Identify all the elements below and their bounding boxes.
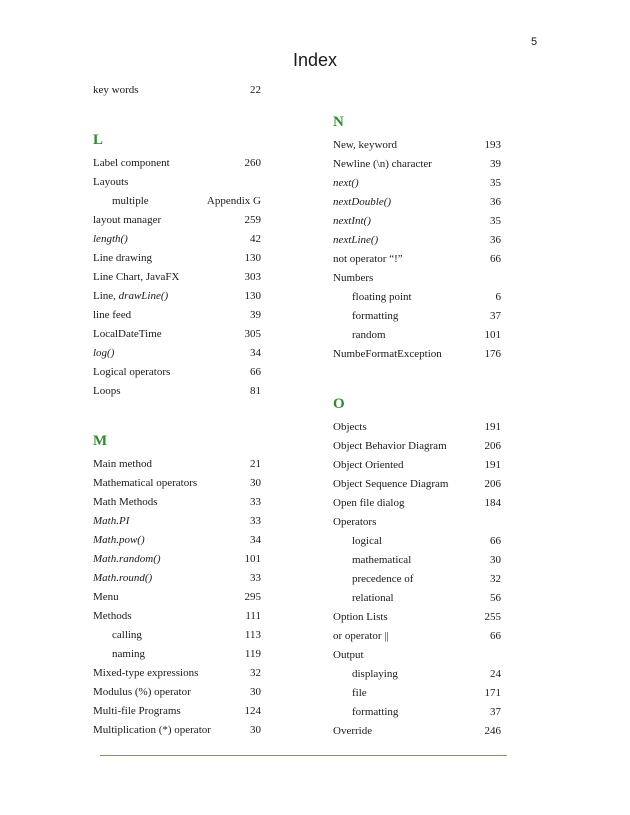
index-term: Methods (93, 610, 132, 622)
index-page-ref: 191 (484, 421, 501, 433)
index-page-ref: 39 (490, 158, 501, 170)
index-page-ref: 22 (250, 84, 261, 96)
index-term: nextDouble() (333, 196, 392, 208)
index-term: Mixed-type expressions (93, 667, 199, 679)
index-term: file (352, 687, 367, 699)
index-page-ref: 303 (244, 271, 261, 283)
index-term: Mathematical operators (93, 477, 198, 489)
index-term: precedence of (352, 573, 414, 585)
index-entry (93, 702, 261, 721)
index-entry (333, 494, 501, 513)
index-page-ref: 130 (244, 290, 261, 302)
index-entry (333, 532, 501, 551)
index-entry (93, 81, 261, 100)
index-entry (333, 136, 501, 155)
index-term: New, keyword (333, 139, 398, 151)
index-page-ref: 32 (490, 573, 501, 585)
section-heading-l: L (93, 132, 104, 148)
index-entry (93, 268, 261, 287)
index-entry (333, 684, 501, 703)
index-entry (333, 475, 501, 494)
index-term: mathematical (352, 554, 412, 566)
index-entry (93, 344, 261, 363)
index-page-ref: 305 (244, 328, 261, 340)
index-term: Math.round() (93, 572, 153, 584)
index-entry (93, 569, 261, 588)
index-entry (333, 250, 501, 269)
index-term: Menu (93, 591, 119, 603)
index-term: next() (333, 177, 359, 189)
index-term: Math.PI (93, 515, 130, 527)
index-page-ref: 37 (490, 310, 501, 322)
index-page-ref: 206 (484, 440, 501, 452)
index-entry (333, 155, 501, 174)
index-page-ref: 33 (250, 572, 261, 584)
index-page-ref: 119 (244, 648, 261, 660)
index-term: Logical operators (93, 366, 171, 378)
page-title: Index (292, 50, 338, 70)
index-page-ref: 34 (250, 534, 261, 546)
index-entry (93, 306, 261, 325)
section-gap (93, 100, 261, 127)
index-entry (333, 589, 501, 608)
index-term: key words (93, 84, 139, 96)
index-term: Open file dialog (333, 497, 405, 509)
section-heading-o: O (333, 396, 345, 412)
index-entry (93, 382, 261, 401)
index-page-ref: 113 (244, 629, 261, 641)
page-number: 5 (531, 36, 538, 48)
index-left-column (93, 81, 261, 740)
index-page-ref: 81 (250, 385, 261, 397)
index-term: Object Sequence Diagram (333, 478, 449, 490)
index-term: naming (112, 648, 145, 660)
index-term: logical (352, 535, 382, 547)
index-page-ref: 37 (490, 706, 501, 718)
index-term: Layouts (93, 176, 129, 188)
index-term: or operator || (333, 630, 389, 642)
index-term (93, 287, 168, 306)
index-entry (93, 493, 261, 512)
index-entry (333, 288, 501, 307)
index-term: LocalDateTime (93, 328, 162, 340)
index-term: displaying (352, 668, 398, 680)
index-term: Math.random() (93, 553, 161, 565)
index-entry (333, 307, 501, 326)
index-entry (333, 345, 501, 364)
index-entry (333, 212, 501, 231)
index-entry (333, 231, 501, 250)
index-page-ref: 66 (490, 630, 501, 642)
index-term: nextLine() (333, 234, 379, 246)
index-term: Option Lists (333, 611, 388, 623)
index-entry (333, 722, 501, 741)
index-term: Object Behavior Diagram (333, 440, 447, 452)
index-page-ref: 171 (484, 687, 501, 699)
index-entry (93, 721, 261, 740)
footer-rule (100, 755, 507, 756)
index-term: calling (112, 629, 142, 641)
index-term: not operator “!” (333, 253, 403, 265)
index-term: formatting (352, 706, 399, 718)
index-page-ref: 39 (250, 309, 261, 321)
index-entry (333, 193, 501, 212)
index-group-k (93, 81, 261, 100)
index-entry (93, 626, 261, 645)
index-entry (93, 325, 261, 344)
index-entry (333, 418, 501, 437)
section-gap (333, 364, 501, 391)
index-entry (333, 665, 501, 684)
index-entry (333, 627, 501, 646)
index-page-ref: Appendix G (206, 195, 261, 207)
index-page-ref: 246 (484, 725, 501, 737)
index-term: Math Methods (93, 496, 158, 508)
index-page-ref: 255 (484, 611, 501, 623)
index-page-ref: 193 (484, 139, 501, 151)
index-entry (333, 269, 501, 288)
index-group-l (93, 154, 261, 401)
index-page-ref: 101 (484, 329, 501, 341)
index-term: Line Chart, JavaFX (93, 271, 180, 283)
index-term: Label component (93, 157, 170, 169)
index-page-ref: 35 (490, 177, 501, 189)
index-entry (333, 646, 501, 665)
index-entry (93, 192, 261, 211)
index-term: multiple (112, 195, 149, 207)
index-entry (93, 531, 261, 550)
section-heading-m: M (93, 433, 108, 449)
index-entry (333, 570, 501, 589)
index-page-ref: 206 (484, 478, 501, 490)
index-entry (93, 230, 261, 249)
index-page-ref: 21 (250, 458, 261, 470)
index-entry (333, 437, 501, 456)
index-page-ref: 32 (250, 667, 261, 679)
index-entry (93, 588, 261, 607)
index-term: NumbeFormatException (333, 348, 442, 360)
index-page-ref: 30 (250, 724, 261, 736)
index-page-ref: 66 (490, 253, 501, 265)
index-page-ref: 56 (490, 592, 501, 604)
index-entry (93, 154, 261, 173)
index-page-ref: 295 (244, 591, 261, 603)
index-entry (93, 664, 261, 683)
index-page-ref: 124 (244, 705, 261, 717)
index-entry (93, 211, 261, 230)
index-page-ref: 30 (250, 477, 261, 489)
index-page-ref: 33 (250, 515, 261, 527)
index-term: Object Oriented (333, 459, 404, 471)
index-page-ref: 191 (484, 459, 501, 471)
index-term: Override (333, 725, 373, 737)
index-page-ref: 6 (495, 291, 501, 303)
index-term: Numbers (333, 272, 374, 284)
section-gap (93, 401, 261, 428)
index-entry (93, 173, 261, 192)
index-page-ref: 66 (250, 366, 261, 378)
index-term: log() (93, 347, 115, 359)
index-page-ref: 34 (250, 347, 261, 359)
index-term-italic: drawLine() (118, 290, 169, 302)
index-entry (333, 703, 501, 722)
index-group-m (93, 455, 261, 740)
index-term: relational (352, 592, 394, 604)
index-page-ref: 259 (244, 214, 261, 226)
index-term: Math.pow() (93, 534, 145, 546)
index-page-ref: 24 (490, 668, 501, 680)
index-entry (93, 287, 261, 306)
index-page-ref: 101 (244, 553, 261, 565)
index-page-ref: 130 (244, 252, 261, 264)
index-entry (93, 607, 261, 626)
index-right-column (333, 109, 501, 741)
index-entry (93, 363, 261, 382)
index-entry (333, 513, 501, 532)
index-group-n (333, 136, 501, 364)
index-term: formatting (352, 310, 399, 322)
index-term: floating point (352, 291, 412, 303)
index-term: layout manager (93, 214, 162, 226)
index-term: Loops (93, 385, 121, 397)
index-entry (93, 249, 261, 268)
index-entry (93, 645, 261, 664)
index-entry (93, 683, 261, 702)
index-term: Multiplication (*) operator (93, 724, 211, 736)
index-entry (93, 455, 261, 474)
index-page-ref: 42 (250, 233, 261, 245)
index-entry (333, 456, 501, 475)
index-page-ref: 33 (250, 496, 261, 508)
index-entry (93, 512, 261, 531)
index-term: line feed (93, 309, 132, 321)
section-heading-n: N (333, 114, 344, 130)
index-page-ref: 36 (490, 196, 501, 208)
index-page-ref: 36 (490, 234, 501, 246)
index-term: nextInt() (333, 215, 371, 227)
index-term: Newline (\n) character (333, 158, 432, 170)
index-entry (93, 550, 261, 569)
index-term: Output (333, 649, 364, 661)
index-term: Multi-file Programs (93, 705, 181, 717)
index-entry (333, 174, 501, 193)
index-page-ref: 66 (490, 535, 501, 547)
index-page-ref: 35 (490, 215, 501, 227)
index-entry (333, 326, 501, 345)
index-term: Objects (333, 421, 367, 433)
index-page-ref: 184 (484, 497, 501, 509)
index-term: Line drawing (93, 252, 152, 264)
index-page-ref: 260 (244, 157, 261, 169)
index-term: length() (93, 233, 128, 245)
index-term-prefix: Line, (93, 290, 119, 302)
index-page-ref: 30 (490, 554, 501, 566)
index-page-ref: 111 (245, 610, 261, 622)
index-entry (333, 551, 501, 570)
index-term: Main method (93, 458, 152, 470)
index-term: random (352, 329, 386, 341)
index-term: Modulus (%) operator (93, 686, 191, 698)
index-page-ref: 30 (250, 686, 261, 698)
index-term: Operators (333, 516, 377, 528)
index-entry (333, 608, 501, 627)
index-entry (93, 474, 261, 493)
index-page-ref: 176 (484, 348, 501, 360)
index-group-o (333, 418, 501, 741)
